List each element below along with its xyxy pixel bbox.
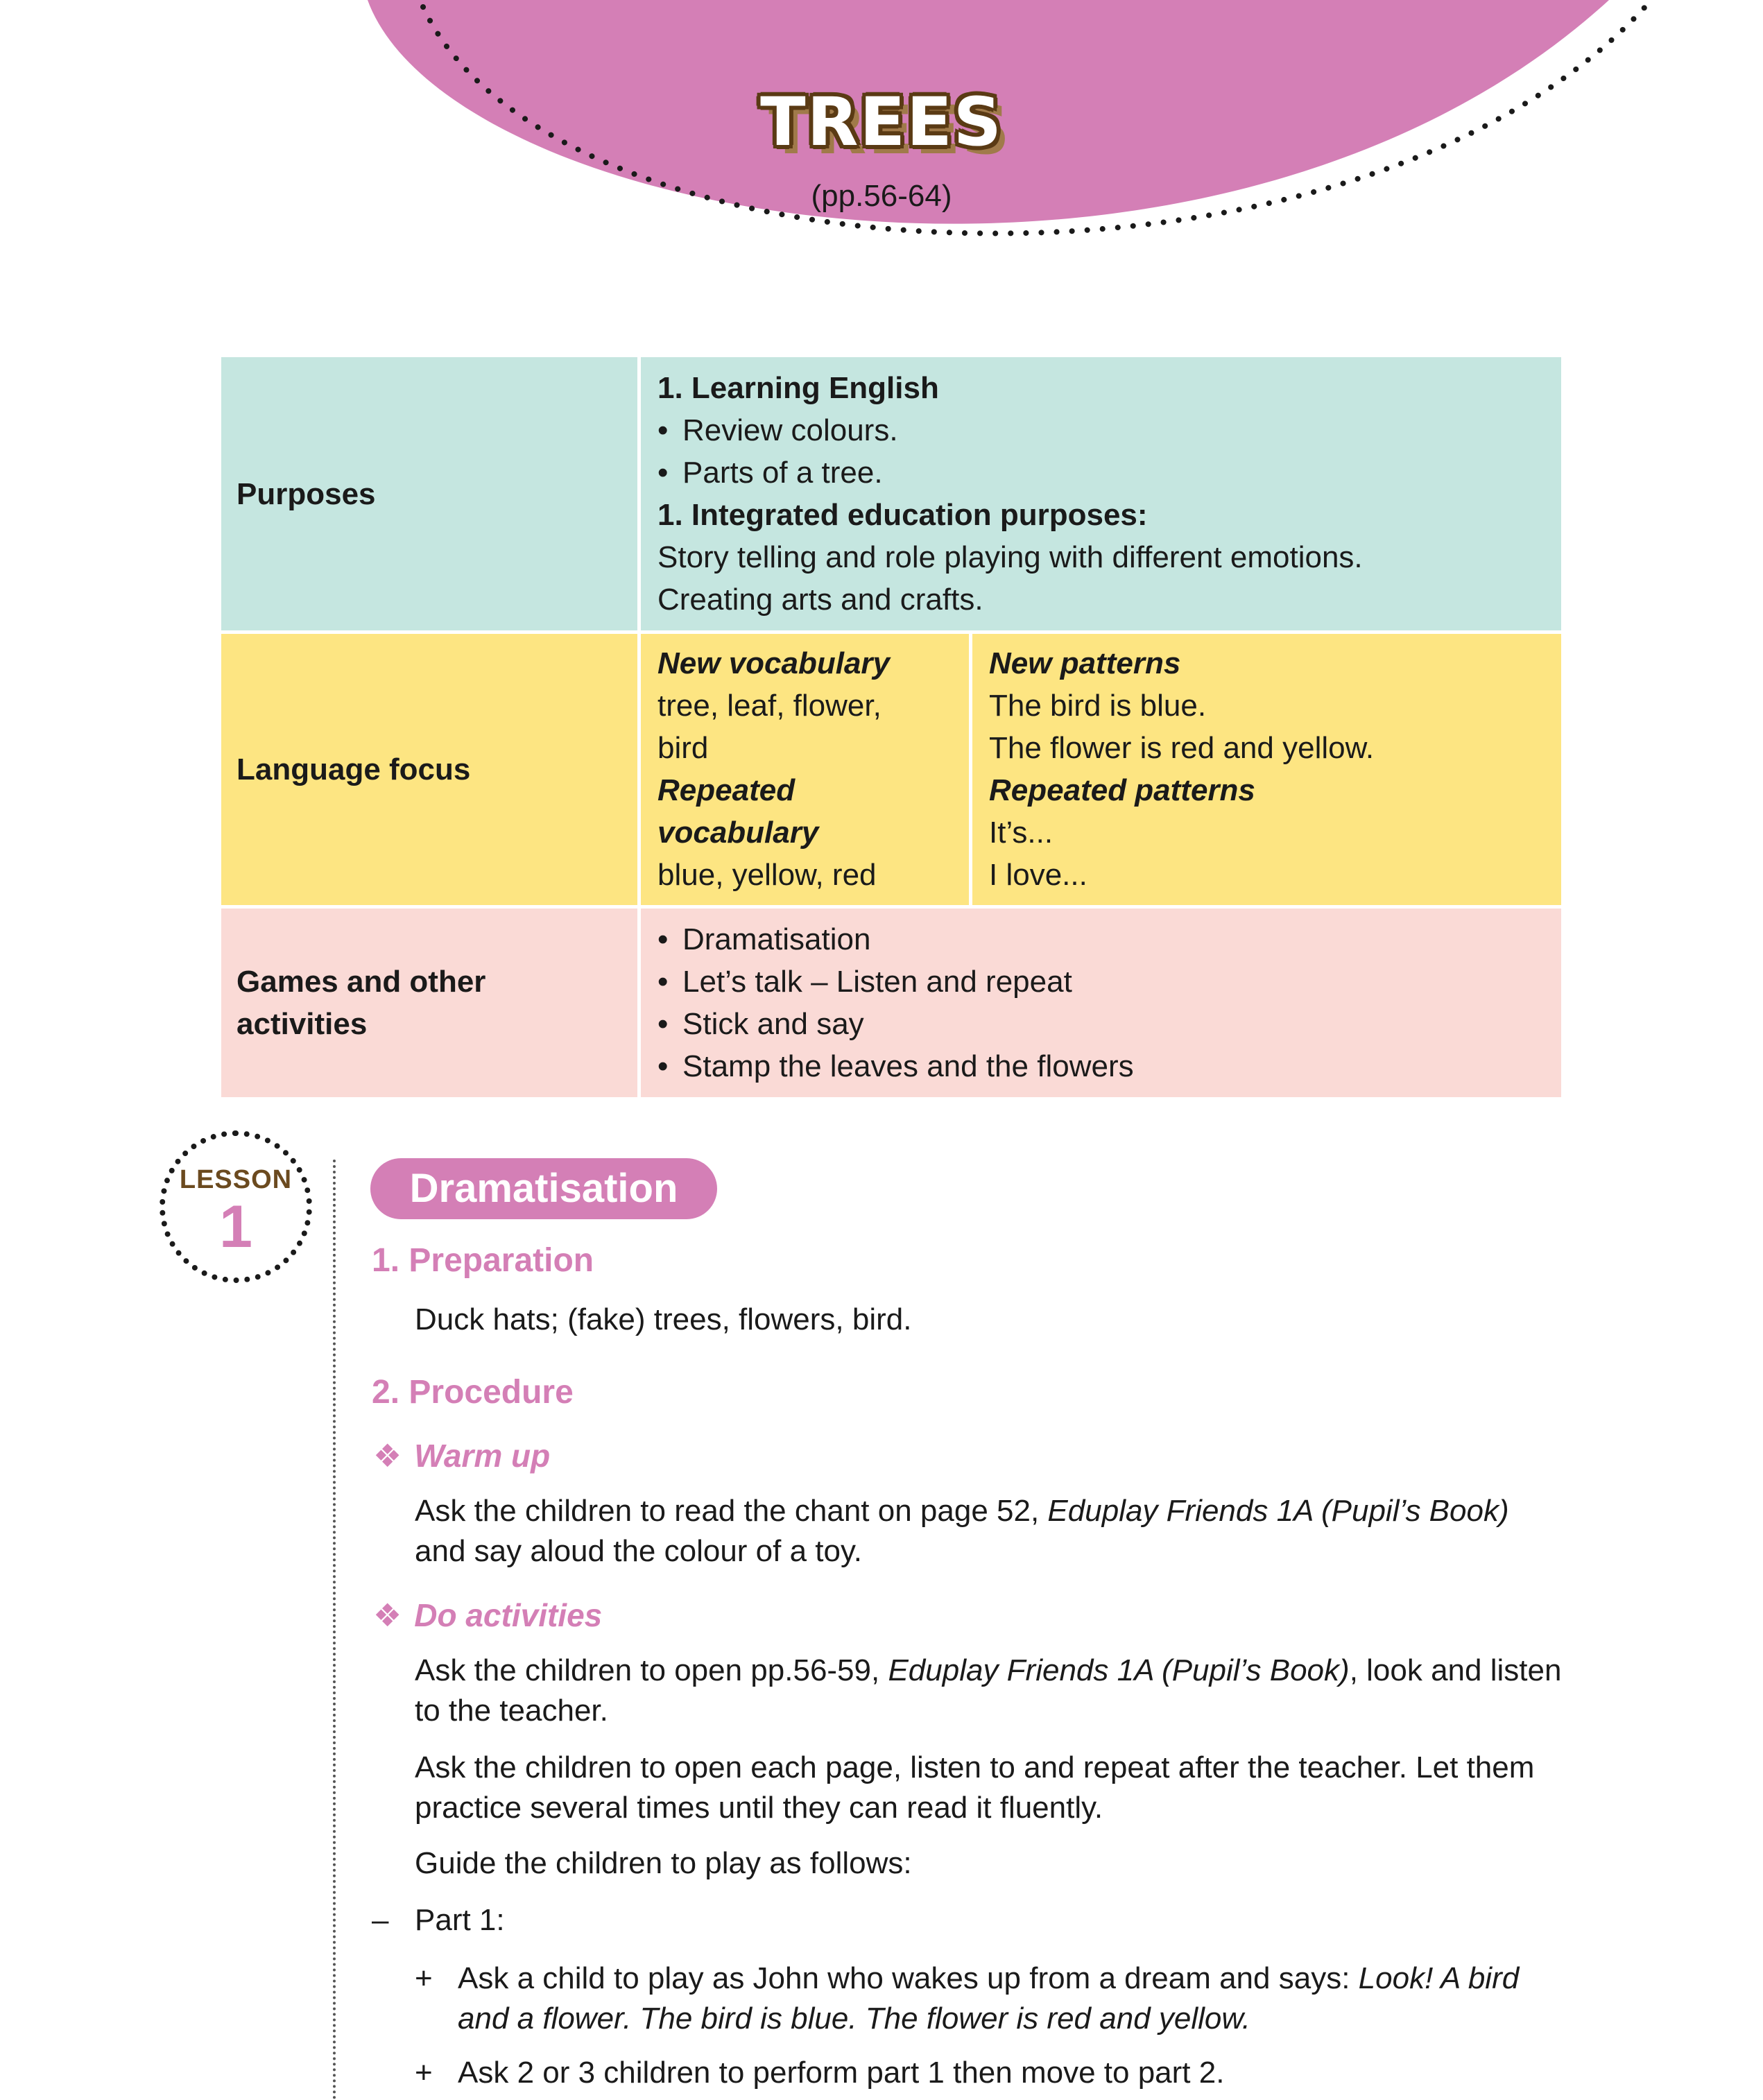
purposes-row — [220, 356, 1563, 632]
repeated-vocabulary-heading: vocabulary — [657, 816, 819, 850]
lesson-badge — [160, 1130, 312, 1283]
games-item: • Dramatisation — [657, 918, 1545, 961]
part-1-label: Part 1: — [415, 1903, 505, 1937]
page-range: (pp.56-64) — [811, 179, 952, 213]
purposes-line: Story telling and role playing with different emotions. — [657, 540, 1363, 574]
games-row — [220, 907, 1563, 1099]
new-pattern-line: The bird is blue. — [989, 689, 1207, 723]
lesson-overview-table — [218, 354, 1565, 1101]
diamond-dots-icon: ❖ — [373, 1438, 402, 1474]
page-title: TREES — [760, 83, 1003, 161]
plus-marker: + — [415, 2056, 433, 2090]
lesson-badge-word: LESSON — [179, 1165, 293, 1194]
games-item: • Stick and say — [657, 1003, 1545, 1045]
repeated-patterns-heading: Repeated patterns — [989, 773, 1255, 807]
step-2-text: Ask 2 or 3 children to perform part 1 then move to part 2. — [458, 2056, 1225, 2090]
dash-marker: – — [372, 1903, 389, 1937]
purposes-line: Creating arts and crafts. — [657, 583, 983, 617]
activities-p1-a: Ask the children to open pp.56-59, — [415, 1653, 888, 1687]
games-content — [639, 907, 1563, 1099]
purposes-bullet: • Review colours. — [657, 409, 1545, 451]
new-pattern-line: The flower is red and yellow. — [989, 731, 1375, 765]
activities-paragraph-1 — [415, 1651, 1566, 1731]
new-vocabulary-line: tree, leaf, flower, — [657, 689, 882, 723]
warmup-text — [415, 1491, 1566, 1572]
purposes-heading-2: 1. Integrated education purposes: — [657, 498, 1148, 532]
purposes-bullet: • Parts of a tree. — [657, 451, 1545, 494]
book-title: Eduplay Friends 1A (Pupil’s Book) — [888, 1653, 1350, 1687]
games-label-line: Games and other — [237, 965, 486, 999]
games-item: • Let’s talk – Listen and repeat — [657, 961, 1545, 1003]
part-1-item — [372, 1900, 505, 1940]
activities-paragraph-2: Ask the children to open each page, listen to and repeat after the teacher. Let them practice several times until they can read it fluently. — [415, 1750, 1535, 1825]
diamond-dots-icon: ❖ — [373, 1597, 402, 1633]
repeated-vocabulary-text: blue, yellow, red — [657, 858, 877, 892]
lesson-dotted-rule — [333, 1160, 336, 2100]
preparation-text: Duck hats; (fake) trees, flowers, bird. — [415, 1302, 912, 1336]
lesson-badge-number: 1 — [219, 1194, 252, 1260]
language-focus-label: Language focus — [220, 632, 639, 907]
vocabulary-cell — [639, 632, 971, 907]
warmup-text-a: Ask the children to read the chant on page 52, — [415, 1494, 1048, 1528]
warmup-heading — [373, 1437, 550, 1474]
games-item: • Stamp the leaves and the flowers — [657, 1045, 1545, 1087]
book-title: Eduplay Friends 1A (Pupil’s Book) — [1047, 1494, 1509, 1528]
section-title-pill: Dramatisation — [370, 1158, 717, 1219]
purposes-label: Purposes — [220, 356, 639, 632]
language-focus-row — [220, 632, 1563, 907]
activities-paragraph-3: Guide the children to play as follows: — [415, 1846, 912, 1880]
plus-marker: + — [415, 1961, 433, 1995]
repeated-pattern-line: I love... — [989, 858, 1087, 892]
preparation-heading: 1. Preparation — [372, 1242, 594, 1279]
procedure-heading: 2. Procedure — [372, 1374, 574, 1411]
new-vocabulary-line: bird — [657, 731, 709, 765]
warmup-heading-text: Warm up — [414, 1438, 551, 1474]
games-label-line: activities — [237, 1007, 368, 1041]
purposes-heading-1: 1. Learning English — [657, 371, 939, 405]
purposes-content — [639, 356, 1563, 632]
new-vocabulary-heading: New vocabulary — [657, 646, 891, 680]
repeated-pattern-line: It’s... — [989, 816, 1054, 850]
activities-heading-text: Do activities — [414, 1597, 603, 1633]
step-1-text: Ask a child to play as John who wakes up from a dream and says: — [458, 1961, 1359, 1995]
step-1-quote: Look! A bird and a flower. The bird is blue. The flower is red and yellow. — [458, 1961, 1520, 2036]
step-item — [415, 1959, 1573, 2039]
activities-p1-b: , look and listen to the teacher. — [415, 1653, 1562, 1728]
repeated-vocabulary-heading: Repeated — [657, 773, 796, 807]
warmup-text-b: and say aloud the colour of a toy. — [415, 1534, 862, 1568]
activities-heading — [373, 1596, 602, 1634]
step-item — [415, 2053, 1573, 2093]
games-label — [220, 907, 639, 1099]
patterns-cell — [971, 632, 1563, 907]
new-patterns-heading: New patterns — [989, 646, 1181, 680]
